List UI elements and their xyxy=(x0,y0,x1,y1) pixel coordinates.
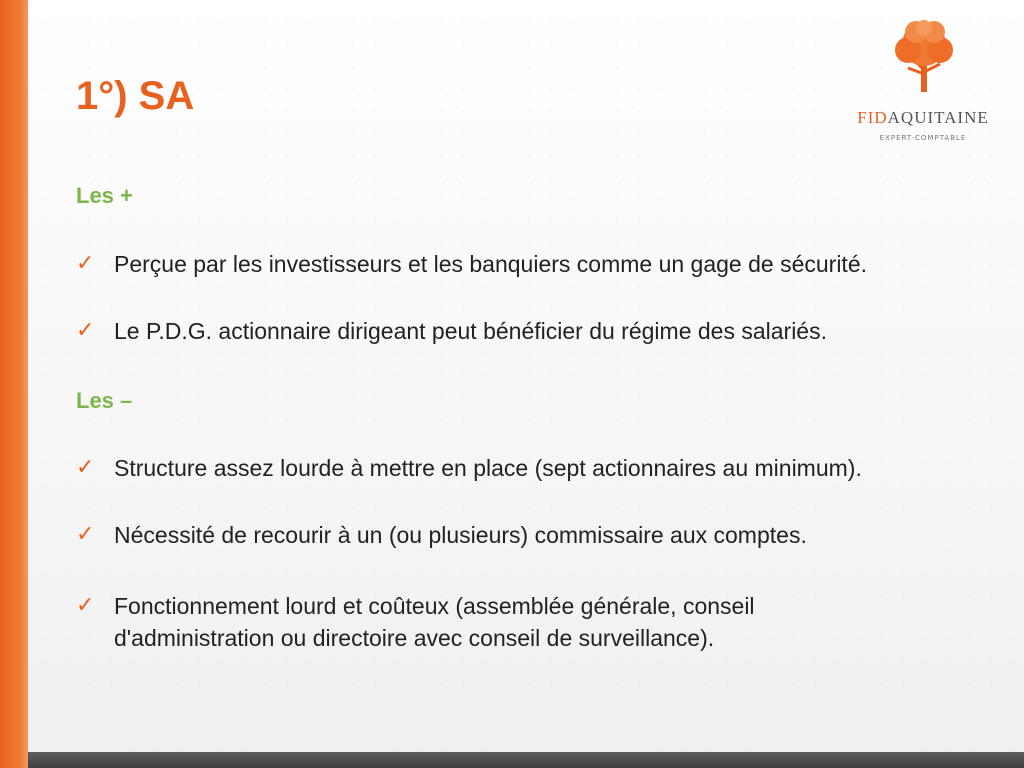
list-item xyxy=(76,590,876,654)
slide-title: 1°) SA xyxy=(76,74,195,118)
list-item xyxy=(76,248,976,280)
logo-wordmark-accent: FID xyxy=(857,108,888,127)
left-accent-bar xyxy=(0,0,28,768)
section-heading-cons: Les – xyxy=(76,388,133,413)
list-item xyxy=(76,452,976,484)
logo-wordmark-rest: AQUITAINE xyxy=(887,108,989,127)
checkmark-icon: ✓ xyxy=(76,522,95,547)
logo-wordmark xyxy=(848,108,998,128)
checkmark-icon: ✓ xyxy=(76,593,95,618)
section-heading-pros: Les + xyxy=(76,183,133,208)
list-item-text: Structure assez lourde à mettre en place (sept actionnaires au minimum). xyxy=(114,455,862,481)
checkmark-icon: ✓ xyxy=(76,318,95,343)
list-item-text: Perçue par les investisseurs et les banquiers comme un gage de sécurité. xyxy=(114,251,868,277)
list-item xyxy=(76,315,976,347)
logo-subtitle: EXPERT-COMPTABLE xyxy=(879,134,967,142)
list-item-text: Nécessité de recourir à un (ou plusieurs) commissaire aux comptes. xyxy=(114,522,807,548)
checkmark-icon: ✓ xyxy=(76,455,95,480)
list-item xyxy=(76,519,976,551)
list-item-text: Fonctionnement lourd et coûteux (assemblée générale, conseil d'administration ou directoire avec conseil de surveillance). xyxy=(114,593,755,651)
bottom-bar xyxy=(28,752,1024,768)
company-logo xyxy=(848,18,998,148)
tree-logo-icon xyxy=(888,18,960,98)
list-item-text: Le P.D.G. actionnaire dirigeant peut bénéficier du régime des salariés. xyxy=(114,318,827,344)
checkmark-icon: ✓ xyxy=(76,251,95,276)
